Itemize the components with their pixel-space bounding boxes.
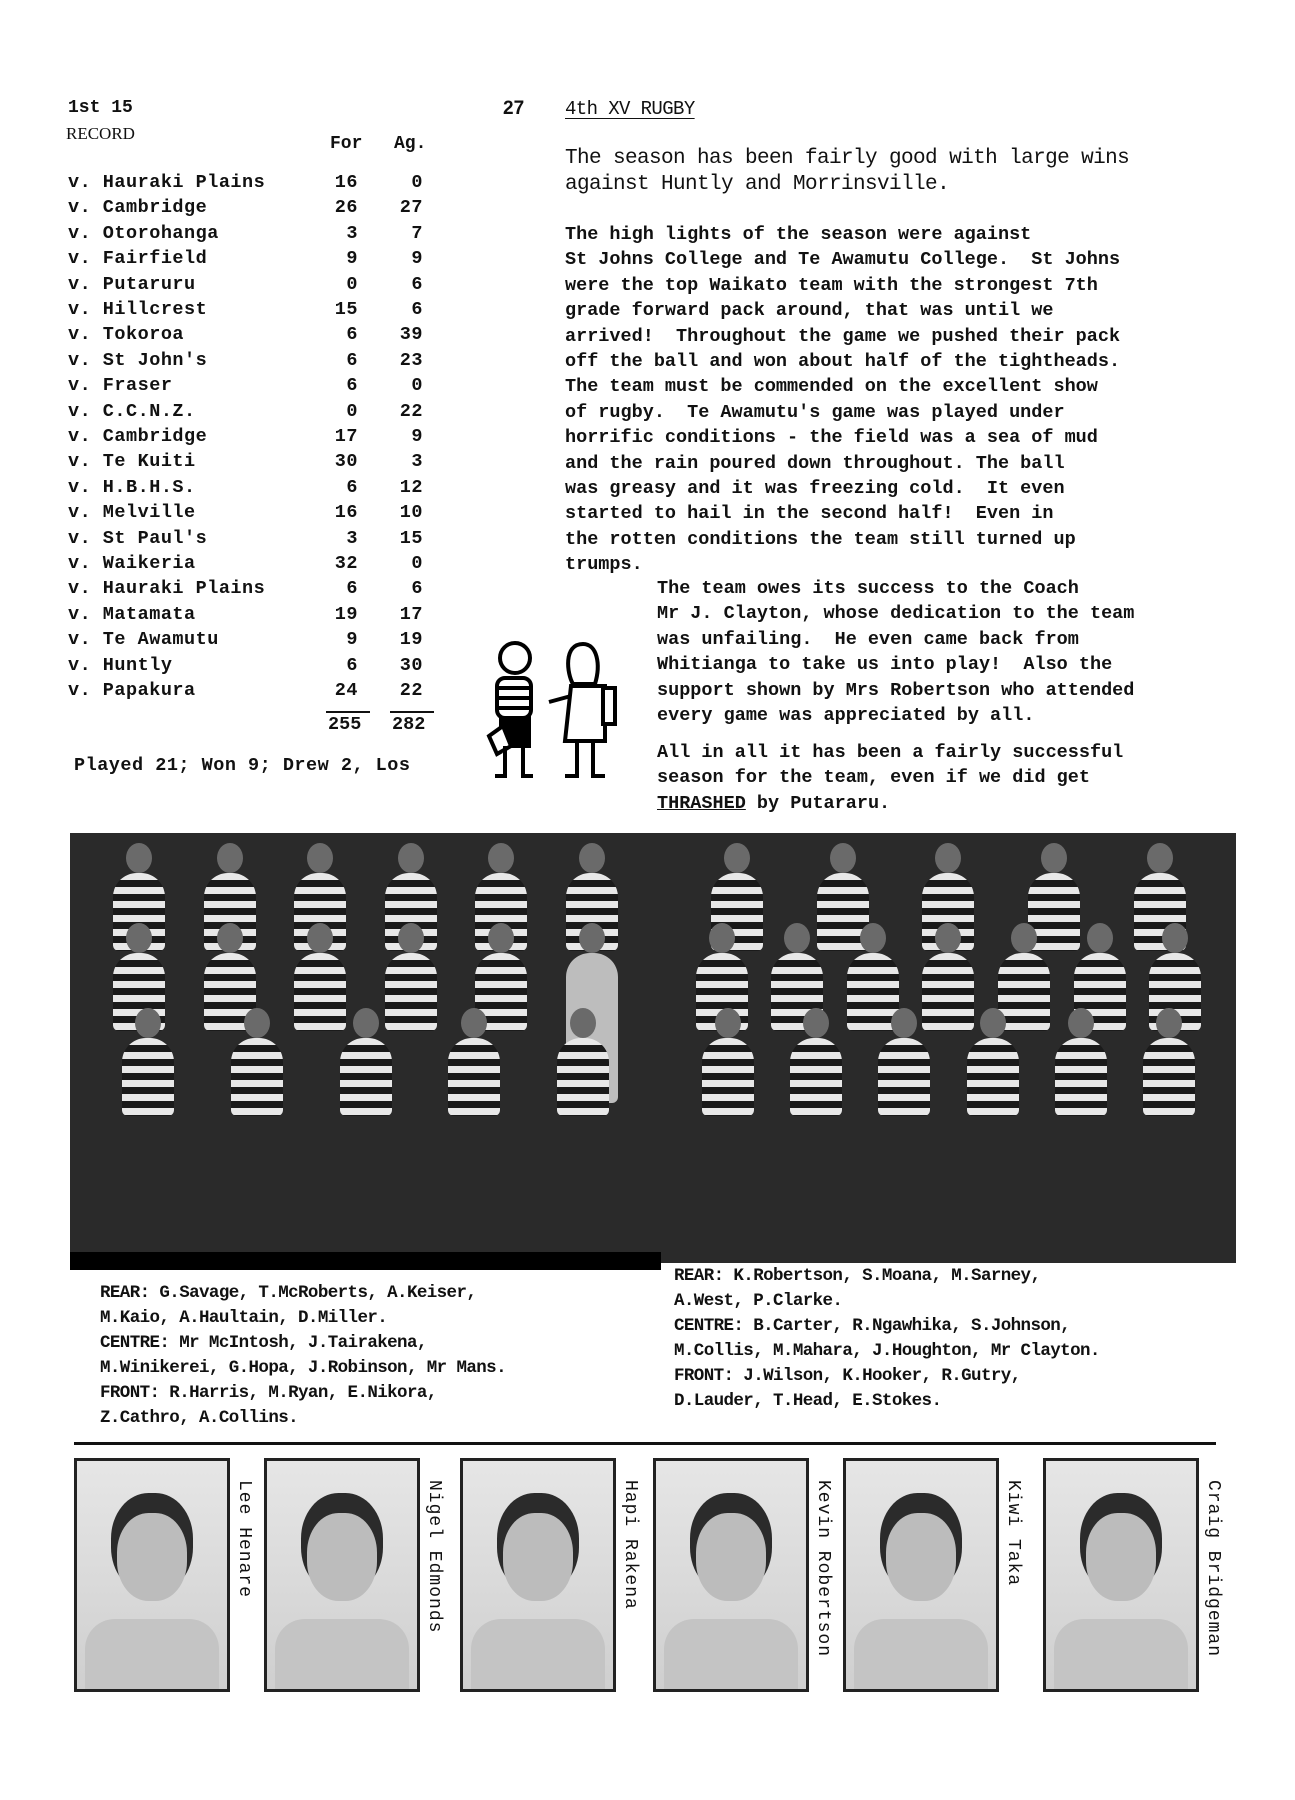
- record-title: 1st 15: [68, 98, 133, 118]
- record-row: [68, 578, 428, 603]
- opponent: v. Cambridge: [68, 426, 208, 447]
- team-photo-1st-xv: [70, 833, 661, 1270]
- points-for: 3: [346, 527, 358, 549]
- opponent: v. Matamata: [68, 603, 196, 625]
- record-row: [68, 680, 428, 705]
- closing-emphasis: THRASHED: [657, 792, 746, 814]
- article-body: The high lights of the season were against St Johns College and Te Awamutu College. St Johns were the top Waikato team with the strongest 7th grade forward pack around, that was until we arrived! Throughout the game we pushed their pack off the ball and won about half of the tightheads. The team must be commended on the excellent show of rugby. Te Awamutu's game was played under horrific conditions - the field was a sea of mud and the rain poured down throughout. The ball was greasy and it was freezing cold. It even started to hail in the second half! Even in the rotten conditions the team still turned up trumps.: [565, 224, 1121, 576]
- points-for: 9: [346, 629, 358, 651]
- opponent: v. Huntly: [68, 654, 173, 676]
- points-against: 3: [411, 451, 423, 473]
- column-header-for: For: [330, 134, 363, 154]
- points-for: 6: [346, 324, 358, 346]
- points-against: 9: [411, 426, 423, 447]
- points-against: 19: [399, 629, 423, 651]
- record-row: [68, 172, 428, 197]
- points-against: 0: [411, 375, 423, 397]
- portrait-photo: [843, 1458, 999, 1692]
- opponent: v. Te Kuiti: [68, 451, 196, 473]
- portrait-photo: [1043, 1458, 1199, 1692]
- opponent: v. Otorohanga: [68, 222, 219, 244]
- record-row: [68, 274, 428, 299]
- points-for: 30: [334, 451, 358, 473]
- points-against: 9: [411, 248, 423, 270]
- opponent: v. Papakura: [68, 680, 196, 701]
- portrait-photo: [74, 1458, 230, 1692]
- record-row: [68, 223, 428, 248]
- opponent: v. Hauraki Plains: [68, 578, 266, 600]
- team-photo-4th-xv: [661, 833, 1236, 1263]
- points-against: 27: [399, 197, 423, 219]
- portrait-name: Kiwi Taka: [1003, 1480, 1023, 1587]
- points-against: 0: [411, 553, 423, 574]
- record-row: [68, 502, 428, 527]
- record-row: [68, 451, 428, 476]
- points-against: 0: [411, 172, 423, 193]
- total-for: 255: [328, 714, 362, 735]
- portrait-name: Kevin Robertson: [813, 1480, 833, 1658]
- points-against: 6: [411, 578, 423, 600]
- points-for: 6: [346, 349, 358, 371]
- points-for: 19: [334, 603, 358, 625]
- portrait-photo: [653, 1458, 809, 1692]
- record-row: [68, 248, 428, 273]
- opponent: v. St John's: [68, 349, 208, 371]
- opponent: v. Fraser: [68, 375, 173, 397]
- opponent: v. Putaruru: [68, 273, 196, 295]
- portrait-photo: [264, 1458, 420, 1692]
- portrait-name: Hapi Rakena: [620, 1480, 640, 1610]
- article-thanks: The team owes its success to the Coach Mr J. Clayton, whose dedication to the team was unfailing. He even came back from Whitianga to take us into play! Also the support shown by Mrs Robertson who attended every game was appreciated by all.: [657, 578, 1135, 727]
- points-against: 17: [399, 603, 423, 625]
- points-for: 32: [334, 553, 358, 574]
- points-for: 6: [346, 375, 358, 397]
- opponent: v. H.B.H.S.: [68, 476, 196, 498]
- opponent: v. Hauraki Plains: [68, 172, 266, 193]
- closing-text-end: by Putararu.: [745, 792, 891, 814]
- record-row: [68, 324, 428, 349]
- record-row: [68, 426, 428, 451]
- points-against: 22: [399, 400, 423, 422]
- total-against: 282: [392, 714, 426, 735]
- portrait-photo: [460, 1458, 616, 1692]
- record-row: [68, 553, 428, 578]
- points-for: 6: [346, 476, 358, 498]
- points-for: 0: [346, 400, 358, 422]
- points-for: 16: [334, 172, 358, 193]
- points-for: 9: [346, 248, 358, 270]
- opponent: v. C.C.N.Z.: [68, 400, 196, 422]
- page-number: 27: [503, 98, 525, 119]
- points-for: 24: [334, 680, 358, 701]
- points-against: 30: [399, 654, 423, 676]
- points-against: 10: [399, 502, 423, 524]
- points-against: 6: [411, 273, 423, 295]
- record-row: [68, 350, 428, 375]
- record-row: [68, 604, 428, 629]
- opponent: v. Melville: [68, 502, 196, 524]
- points-for: 0: [346, 273, 358, 295]
- record-row: [68, 375, 428, 400]
- points-against: 23: [399, 349, 423, 371]
- opponent: v. Waikeria: [68, 553, 196, 574]
- record-row: [68, 401, 428, 426]
- points-against: 15: [399, 527, 423, 549]
- points-against: 6: [411, 299, 423, 320]
- points-for: 26: [334, 197, 358, 219]
- opponent: v. Te Awamutu: [68, 629, 219, 651]
- points-against: 7: [411, 222, 423, 244]
- total-rule-for: [326, 711, 370, 713]
- portrait-name: Lee Henare: [234, 1480, 254, 1599]
- record-row: [68, 197, 428, 222]
- points-for: 3: [346, 222, 358, 244]
- opponent: v. St Paul's: [68, 527, 208, 549]
- record-row: [68, 477, 428, 502]
- opponent: v. Tokoroa: [68, 324, 185, 346]
- points-against: 22: [399, 680, 423, 701]
- cartoon-rugby-players-illustration: [475, 636, 625, 796]
- points-against: 39: [399, 324, 423, 346]
- total-rule-against: [390, 711, 434, 713]
- section-divider: [74, 1442, 1216, 1445]
- caption-right-photo: REAR: K.Robertson, S.Moana, M.Sarney, A.West, P.Clarke. CENTRE: B.Carter, R.Ngawhika, S.Johnson, M.Collis, M.Mahara, J.Houghton, Mr Clayton. FRONT: J.Wilson, K.Hooker, R.Gutry, D.Lauder, T.Head, E.Stokes.: [674, 1266, 1100, 1411]
- portrait-name: Craig Bridgeman: [1203, 1480, 1223, 1658]
- record-row: [68, 655, 428, 680]
- record-row: [68, 629, 428, 654]
- points-for: 16: [334, 502, 358, 524]
- closing-text: All in all it has been a fairly successful season for the team, even if we did get: [657, 742, 1124, 789]
- record-row: [68, 528, 428, 553]
- article-closing: [657, 740, 1123, 816]
- record-summary: Played 21; Won 9; Drew 2, Los: [74, 755, 411, 776]
- portrait-name: Nigel Edmonds: [424, 1480, 444, 1634]
- points-against: 12: [399, 476, 423, 498]
- caption-left-photo: REAR: G.Savage, T.McRoberts, A.Keiser, M.Kaio, A.Haultain, D.Miller. CENTRE: Mr McIntosh, J.Tairakena, M.Winikerei, G.Hopa, J.Robinson, Mr Mans. FRONT: R.Harris, M.Ryan, E.Nikora, Z.Cathro, A.Collins.: [100, 1283, 506, 1428]
- points-for: 17: [334, 426, 358, 447]
- opponent: v. Cambridge: [68, 197, 208, 219]
- article-title: 4th XV RUGBY: [565, 98, 695, 120]
- opponent: v. Hillcrest: [68, 299, 208, 320]
- points-for: 6: [346, 578, 358, 600]
- opponent: v. Fairfield: [68, 248, 208, 270]
- column-header-against: Ag.: [394, 134, 427, 154]
- record-row: [68, 299, 428, 324]
- points-for: 6: [346, 654, 358, 676]
- points-for: 15: [334, 299, 358, 320]
- record-subtitle: RECORD: [66, 124, 135, 143]
- article-intro: The season has been fairly good with large wins against Huntly and Morrinsville.: [565, 147, 1130, 196]
